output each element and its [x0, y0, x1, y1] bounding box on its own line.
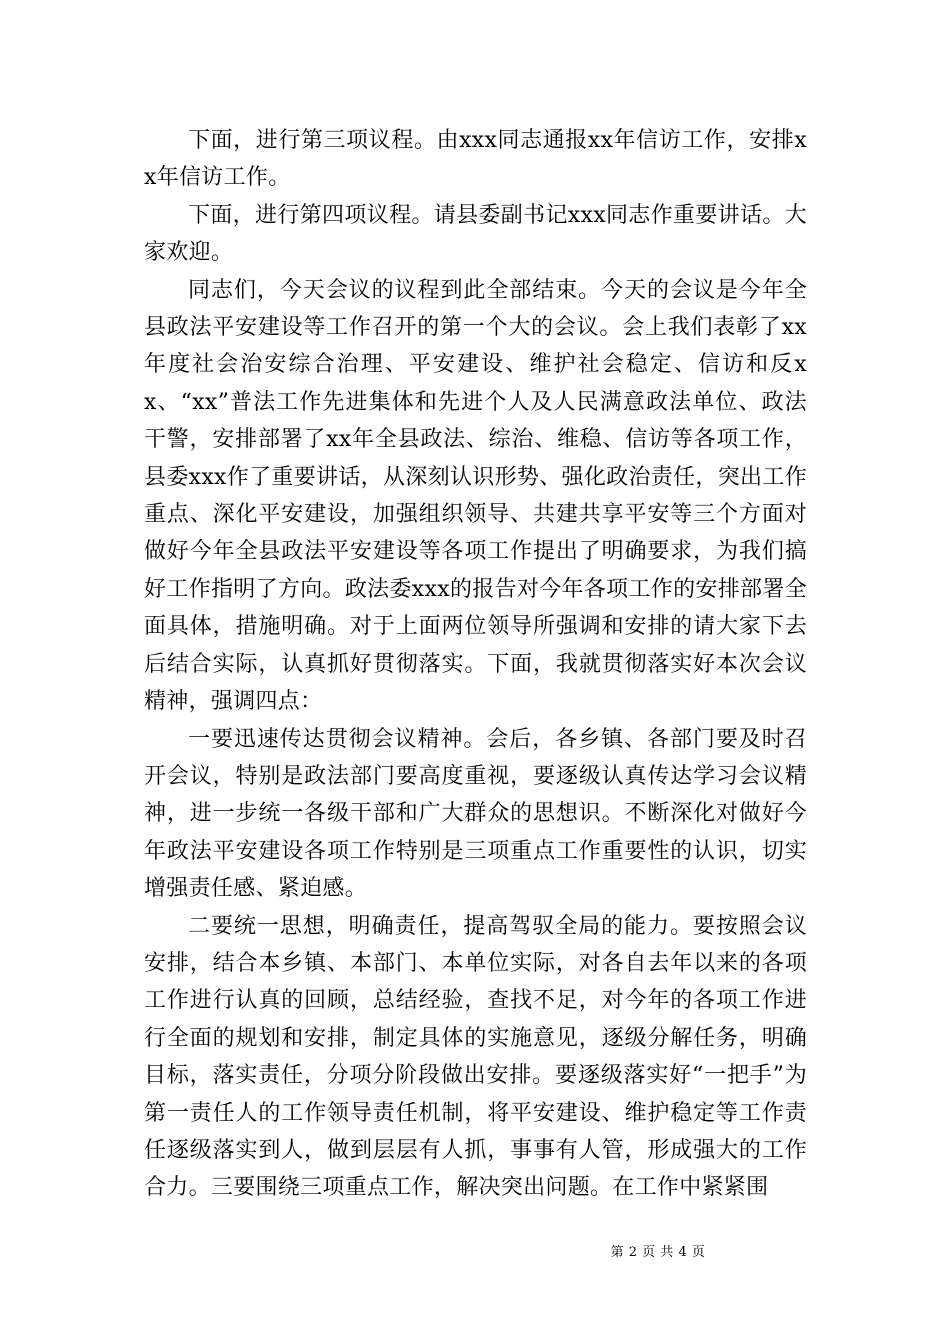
document-body [144, 122, 807, 1207]
paragraph-meeting-summary: 同志们，今天会议的议程到此全部结束。今天的会议是今年全县政法平安建设等工作召开的第一个大的会议。会上我们表彰了xx年度社会治安综合治理、平安建设、维护社会稳定、信访和反xx、“xx”普法工作先进集体和先进个人及人民满意政法单位、政法干警，安排部署了xx年全县政法、综治、维稳、信访等各项工作，县委xxx作了重要讲话，从深刻认识形势、强化政治责任，突出工作重点、深化平安建设，加强组织领导、共建共享平安等三个方面对做好今年全县政法平安建设等各项工作提出了明确要求，为我们搞好工作指明了方向。政法委xxx的报告对今年各项工作的安排部署全面具体，措施明确。对于上面两位领导所强调和安排的请大家下去后结合实际，认真抓好贯彻落实。下面，我就贯彻落实好本次会议精神，强调四点： [144, 277, 807, 715]
page-footer [0, 1245, 950, 1261]
paragraph-point-one: 一要迅速传达贯彻会议精神。会后，各乡镇、各部门要及时召开会议，特别是政法部门要高度重视，要逐级认真传达学习会议精神，进一步统一各级干部和广大群众的思想识。不断深化对做好今年政法平安建设各项工作特别是三项重点工作重要性的认识，切实增强责任感、紧迫感。 [144, 726, 807, 902]
paragraph-agenda-item-4: 下面，进行第四项议程。请县委副书记xxx同志作重要讲话。大家欢迎。 [144, 202, 807, 266]
paragraph-point-two: 二要统一思想，明确责任，提高驾驭全局的能力。要按照会议安排，结合本乡镇、本部门、本单位实际，对各自去年以来的各项工作进行认真的回顾，总结经验，查找不足，对今年的各项工作进行全面的规划和安排，制定具体的实施意见，逐级分解任务，明确目标，落实责任，分项分阶段做出安排。要逐级落实好“一把手”为第一责任人的工作领导责任机制，将平安建设、维护稳定等工作责任逐级落实到人，做到层层有人抓，事事有人管，形成强大的工作合力。三要围绕三项重点工作，解决突出问题。在工作中紧紧围 [144, 913, 807, 1201]
paragraph-agenda-item-3: 下面，进行第三项议程。由xxx同志通报xx年信访工作，安排xx年信访工作。 [144, 128, 807, 191]
page-number: 第 2 页 共 4 页 [610, 1245, 706, 1260]
